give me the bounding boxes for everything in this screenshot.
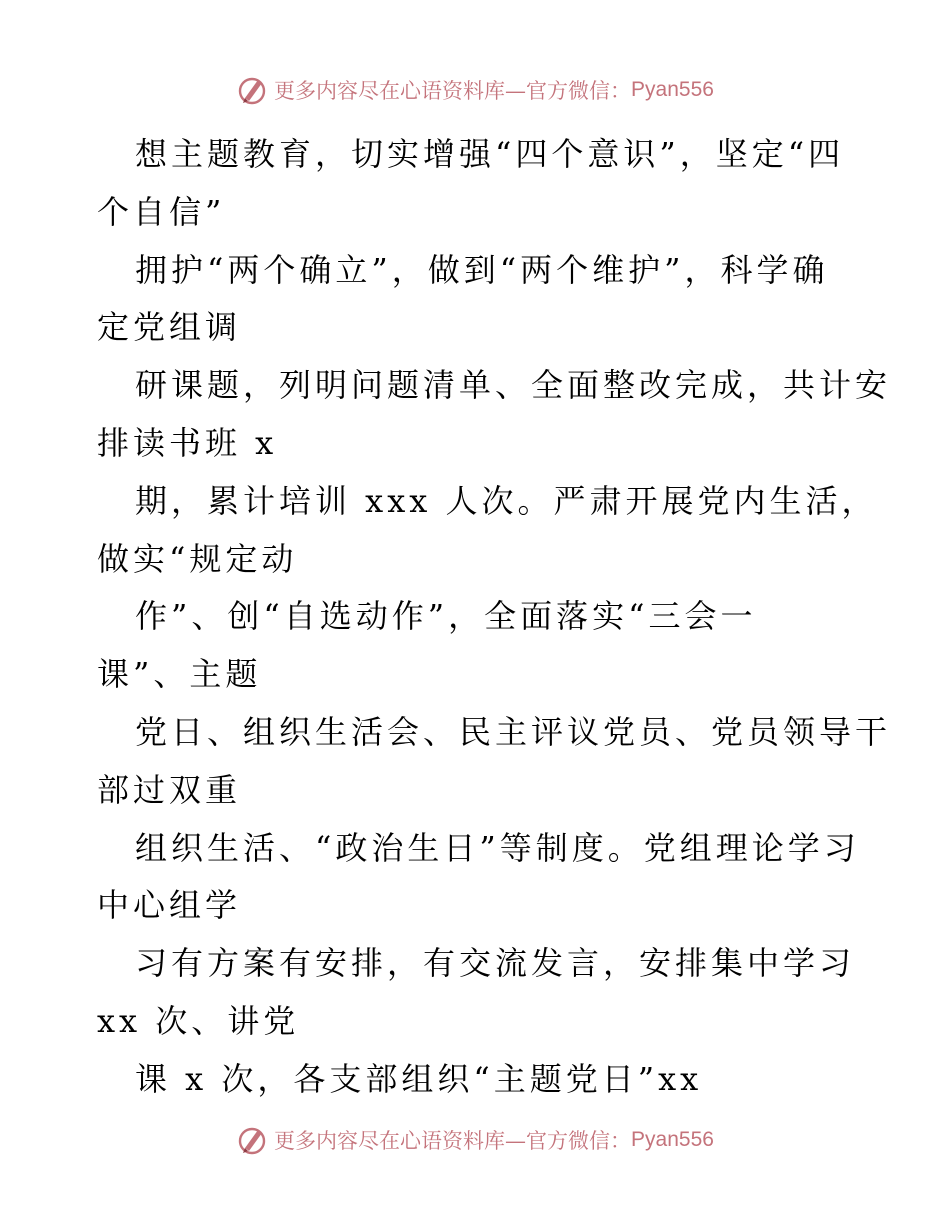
pen-logo-icon [236, 74, 268, 106]
text-line: 课 x 次，各支部组织“主题党日”xx [135, 1059, 703, 1098]
text-line: 定党组调 [97, 308, 242, 347]
text-line: 研课题，列明问题清单、全面整改完成，共计安 [135, 366, 892, 405]
watermark-wechat-id: Pyan556 [631, 1128, 714, 1151]
text-line: 拥护“两个确立”，做到“两个维护”，科学确 [135, 250, 829, 289]
footer-watermark [0, 1120, 950, 1160]
text-line: 做实“规定动 [97, 539, 298, 578]
watermark-wechat-id: Pyan556 [631, 78, 714, 101]
text-line: 个自信” [97, 192, 226, 231]
watermark-text: 更多内容尽在心语资料库—官方微信： [274, 1129, 632, 1153]
body-text [97, 126, 892, 1109]
text-line: 党日、组织生活会、民主评议党员、党员领导干 [135, 712, 892, 751]
header-watermark [0, 70, 950, 110]
text-line: xx 次、讲党 [97, 1001, 300, 1040]
text-line: 组织生活、“政治生日”等制度。党组理论学习 [135, 828, 860, 867]
text-line: 作”、创“自选动作”，全面落实“三会一 [135, 597, 757, 636]
text-line: 部过双重 [97, 770, 242, 809]
text-line: 排读书班 x [97, 423, 278, 462]
text-line: 想主题教育，切实增强“四个意识”，坚定“四 [135, 135, 845, 173]
pen-logo-icon [236, 1124, 268, 1156]
text-line: 习有方案有安排，有交流发言，安排集中学习 [135, 944, 856, 983]
text-line: 课”、主题 [97, 655, 262, 694]
text-line: 期，累计培训 xxx 人次。严肃开展党内生活， [135, 481, 878, 520]
text-line: 中心组学 [97, 886, 242, 925]
watermark-text: 更多内容尽在心语资料库—官方微信： [274, 79, 632, 103]
